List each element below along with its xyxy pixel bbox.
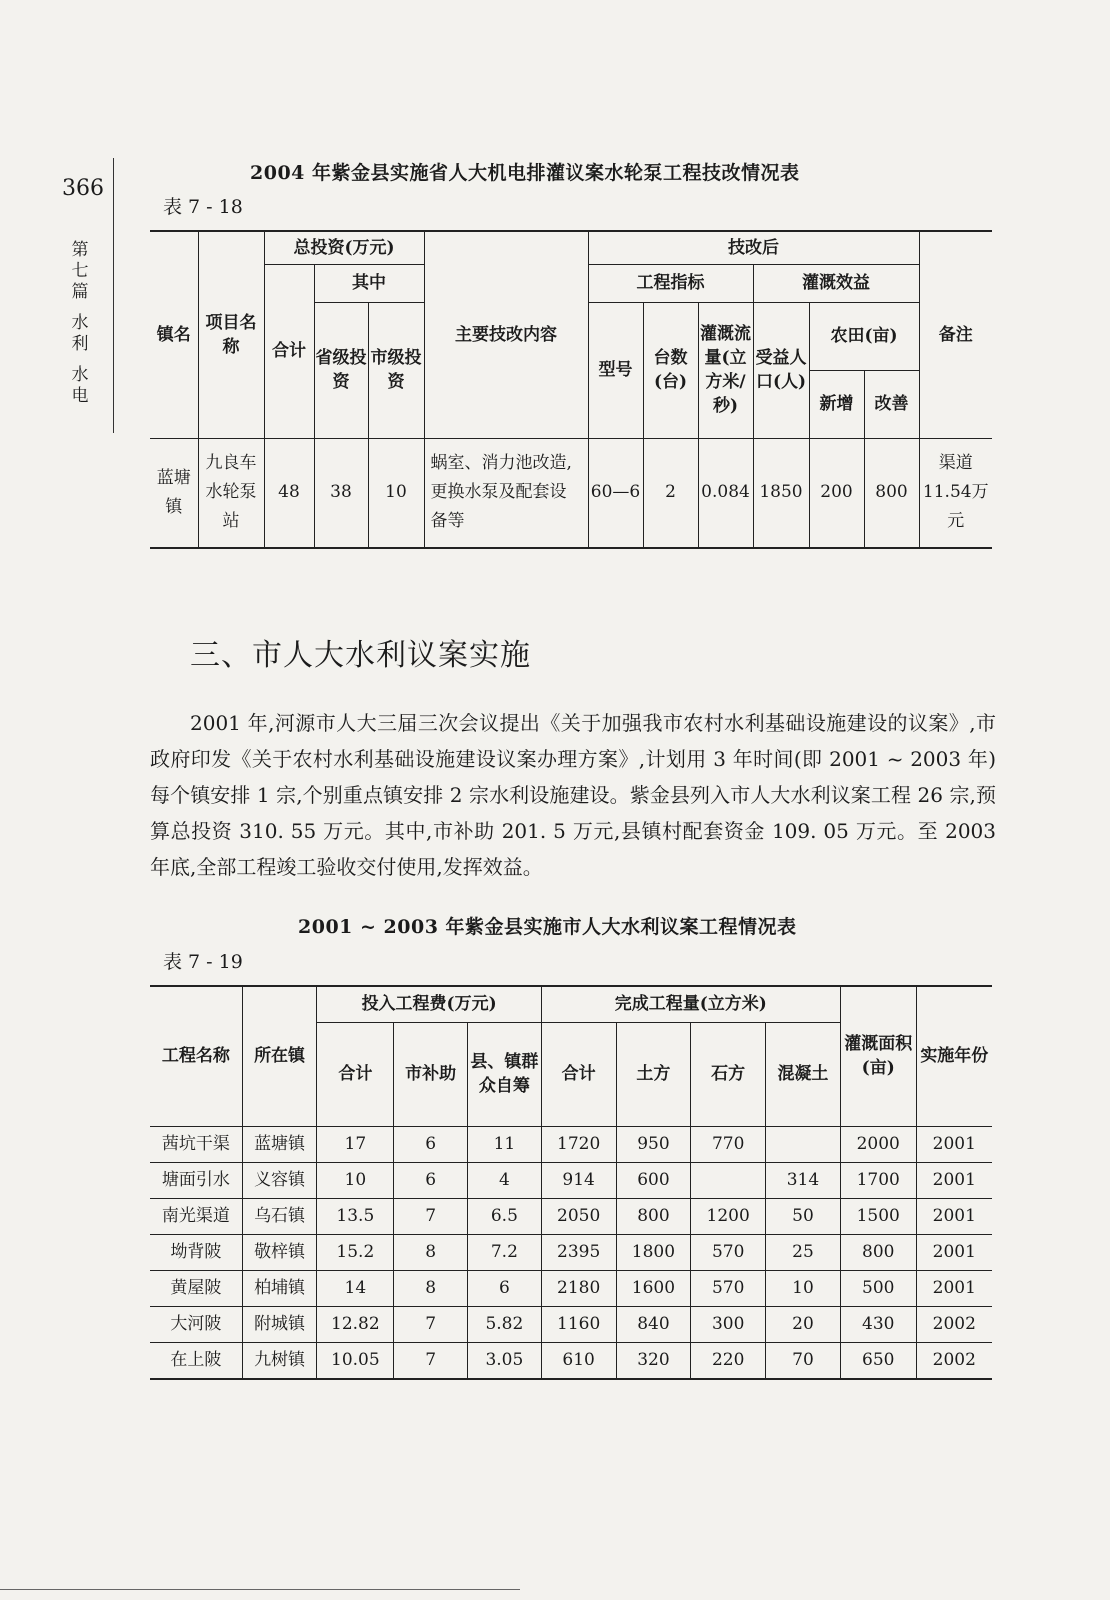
table1-number: 表 7 - 18 — [163, 196, 243, 218]
cell: 320 — [616, 1342, 691, 1379]
cell: 敬梓镇 — [242, 1234, 317, 1270]
cell: 220 — [691, 1342, 766, 1379]
cell: 7 — [394, 1306, 468, 1342]
cell-content: 蜗室、消力池改造,更换水泵及配套设备等 — [424, 438, 588, 548]
cell: 2001 — [916, 1270, 992, 1306]
col-indicators: 工程指标 — [588, 264, 753, 302]
cell: 九树镇 — [242, 1342, 317, 1379]
side-label-char: 第 — [71, 240, 89, 260]
col-self-raised: 县、镇群众自筹 — [468, 1022, 542, 1126]
col-city-subsidy: 市补助 — [394, 1022, 468, 1126]
cell: 800 — [616, 1198, 691, 1234]
cell: 南光渠道 — [150, 1198, 242, 1234]
table2 — [150, 985, 992, 1380]
col-town: 所在镇 — [242, 986, 317, 1126]
cell: 1160 — [541, 1306, 616, 1342]
cell: 2001 — [916, 1126, 992, 1162]
table-row — [150, 1126, 992, 1162]
table1-title: 2004 年紫金县实施省人大机电排灌议案水轮泵工程技改情况表 — [250, 162, 800, 184]
cell: 黄屋陂 — [150, 1270, 242, 1306]
cell: 13.5 — [317, 1198, 394, 1234]
cell: 5.82 — [468, 1306, 542, 1342]
cell: 2001 — [916, 1198, 992, 1234]
cell: 840 — [616, 1306, 691, 1342]
cell: 7 — [394, 1198, 468, 1234]
cell: 12.82 — [317, 1306, 394, 1342]
cell: 6 — [394, 1126, 468, 1162]
table2-number: 表 7 - 19 — [163, 951, 243, 973]
cell: 950 — [616, 1126, 691, 1162]
col-flow: 灌溉流量(立方米/秒) — [698, 302, 753, 438]
cell: 6.5 — [468, 1198, 542, 1234]
body-paragraph: 2001 年,河源市人大三届三次会议提出《关于加强我市农村水利基础设施建设的议案》,市政府印发《关于农村水利基础设施建设议案办理方案》,计划用 3 年时间(即 2001 ~ 2003 年)每个镇安排 1 宗,个别重点镇安排 2 宗水利设施建设。紫金县列入市人大水利议案工程 26 宗,预算总投资 310. 55 万元。其中,市补助 201. 5 万元,县镇村配套资金 109. 05 万元。至 2003 年底,全部工程竣工验收交付使用,发挥效益。 — [150, 711, 996, 879]
col-area: 灌溉面积(亩) — [840, 986, 916, 1126]
col-content: 主要技改内容 — [424, 231, 588, 438]
cell-model: 60—6 — [588, 438, 643, 548]
cell: 2001 — [916, 1162, 992, 1198]
cell: 2000 — [840, 1126, 916, 1162]
col-concrete: 混凝土 — [766, 1022, 841, 1126]
cell: 义容镇 — [242, 1162, 317, 1198]
col-town: 镇名 — [150, 231, 198, 438]
cell: 1800 — [616, 1234, 691, 1270]
cell: 1720 — [541, 1126, 616, 1162]
cell: 610 — [541, 1342, 616, 1379]
cell: 3.05 — [468, 1342, 542, 1379]
cell: 2002 — [916, 1342, 992, 1379]
col-inv-total: 合计 — [317, 1022, 394, 1126]
cell: 2395 — [541, 1234, 616, 1270]
cell: 大河陂 — [150, 1306, 242, 1342]
col-project: 项目名称 — [198, 231, 264, 438]
cell: 2001 — [916, 1234, 992, 1270]
col-earth: 土方 — [616, 1022, 691, 1126]
cell-units: 2 — [643, 438, 698, 548]
section-heading: 三、市人大水利议案实施 — [190, 638, 531, 673]
side-label-char: 篇 — [71, 282, 89, 302]
col-improved: 改善 — [864, 370, 919, 438]
table-row — [150, 1198, 992, 1234]
cell: 1700 — [840, 1162, 916, 1198]
table1 — [150, 230, 992, 549]
cell: 10.05 — [317, 1342, 394, 1379]
col-subtotal: 合计 — [264, 264, 314, 438]
cell-town: 蓝塘镇 — [150, 438, 198, 548]
cell: 茜坑干渠 — [150, 1126, 242, 1162]
col-year: 实施年份 — [916, 986, 992, 1126]
cell: 1500 — [840, 1198, 916, 1234]
cell: 坳背陂 — [150, 1234, 242, 1270]
cell: 2002 — [916, 1306, 992, 1342]
col-farmland: 农田(亩) — [809, 302, 919, 370]
cell: 蓝塘镇 — [242, 1126, 317, 1162]
cell: 乌石镇 — [242, 1198, 317, 1234]
cell: 柏埔镇 — [242, 1270, 317, 1306]
col-population: 受益人口(人) — [753, 302, 809, 438]
side-label-gap — [66, 355, 94, 365]
cell: 50 — [766, 1198, 841, 1234]
cell: 8 — [394, 1270, 468, 1306]
cell: 6 — [468, 1270, 542, 1306]
cell-new: 200 — [809, 438, 864, 548]
cell: 6 — [394, 1162, 468, 1198]
side-label-char: 水 — [71, 313, 89, 333]
cell-remark: 渠道11.54万元 — [919, 438, 992, 548]
cell: 2180 — [541, 1270, 616, 1306]
side-label-gap — [66, 303, 94, 313]
cell: 20 — [766, 1306, 841, 1342]
col-qty-total: 合计 — [541, 1022, 616, 1126]
cell: 10 — [766, 1270, 841, 1306]
cell: 25 — [766, 1234, 841, 1270]
col-model: 型号 — [588, 302, 643, 438]
cell: 314 — [766, 1162, 841, 1198]
table-row — [150, 1342, 992, 1379]
cell: 2050 — [541, 1198, 616, 1234]
col-after: 技改后 — [588, 231, 919, 264]
cell: 430 — [840, 1306, 916, 1342]
cell: 11 — [468, 1126, 542, 1162]
side-label-char: 电 — [71, 386, 89, 406]
col-units: 台数(台) — [643, 302, 698, 438]
cell-provincial: 38 — [314, 438, 368, 548]
cell: 14 — [317, 1270, 394, 1306]
cell: 70 — [766, 1342, 841, 1379]
col-investment: 投入工程费(万元) — [317, 986, 541, 1022]
cell: 7 — [394, 1342, 468, 1379]
side-label-char: 七 — [71, 261, 89, 281]
side-label-char: 利 — [71, 334, 89, 354]
col-total-investment: 总投资(万元) — [264, 231, 424, 264]
cell: 800 — [840, 1234, 916, 1270]
cell: 17 — [317, 1126, 394, 1162]
cell: 600 — [616, 1162, 691, 1198]
cell: 在上陂 — [150, 1342, 242, 1379]
bottom-rule — [0, 1589, 520, 1590]
cell: 8 — [394, 1234, 468, 1270]
col-name: 工程名称 — [150, 986, 242, 1126]
cell: 650 — [840, 1342, 916, 1379]
side-label-char: 水 — [71, 365, 89, 385]
col-stone: 石方 — [691, 1022, 766, 1126]
table-row — [150, 1162, 992, 1198]
cell: 570 — [691, 1234, 766, 1270]
cell-municipal: 10 — [368, 438, 424, 548]
col-municipal: 市级投资 — [368, 302, 424, 438]
page-number: 366 — [62, 176, 104, 201]
cell: 10 — [317, 1162, 394, 1198]
cell: 300 — [691, 1306, 766, 1342]
col-new: 新增 — [809, 370, 864, 438]
cell-subtotal: 48 — [264, 438, 314, 548]
cell-flow: 0.084 — [698, 438, 753, 548]
cell: 4 — [468, 1162, 542, 1198]
cell — [691, 1162, 766, 1198]
cell: 附城镇 — [242, 1306, 317, 1342]
cell-project: 九良车水轮泵站 — [198, 438, 264, 548]
table-row — [150, 1234, 992, 1270]
chapter-side-label — [66, 240, 94, 407]
cell: 570 — [691, 1270, 766, 1306]
table2-title: 2001 ~ 2003 年紫金县实施市人大水利议案工程情况表 — [298, 916, 797, 938]
col-of-which: 其中 — [314, 264, 424, 302]
cell: 500 — [840, 1270, 916, 1306]
cell — [766, 1126, 841, 1162]
margin-rule — [113, 158, 114, 433]
col-benefit: 灌溉效益 — [753, 264, 919, 302]
cell: 15.2 — [317, 1234, 394, 1270]
cell: 7.2 — [468, 1234, 542, 1270]
col-remark: 备注 — [919, 231, 992, 438]
cell: 770 — [691, 1126, 766, 1162]
cell: 914 — [541, 1162, 616, 1198]
table-row — [150, 1270, 992, 1306]
cell-improved: 800 — [864, 438, 919, 548]
cell: 1200 — [691, 1198, 766, 1234]
table-row — [150, 438, 992, 548]
cell: 1600 — [616, 1270, 691, 1306]
table-row — [150, 1306, 992, 1342]
cell: 塘面引水 — [150, 1162, 242, 1198]
col-provincial: 省级投资 — [314, 302, 368, 438]
col-quantity: 完成工程量(立方米) — [541, 986, 840, 1022]
cell-population: 1850 — [753, 438, 809, 548]
